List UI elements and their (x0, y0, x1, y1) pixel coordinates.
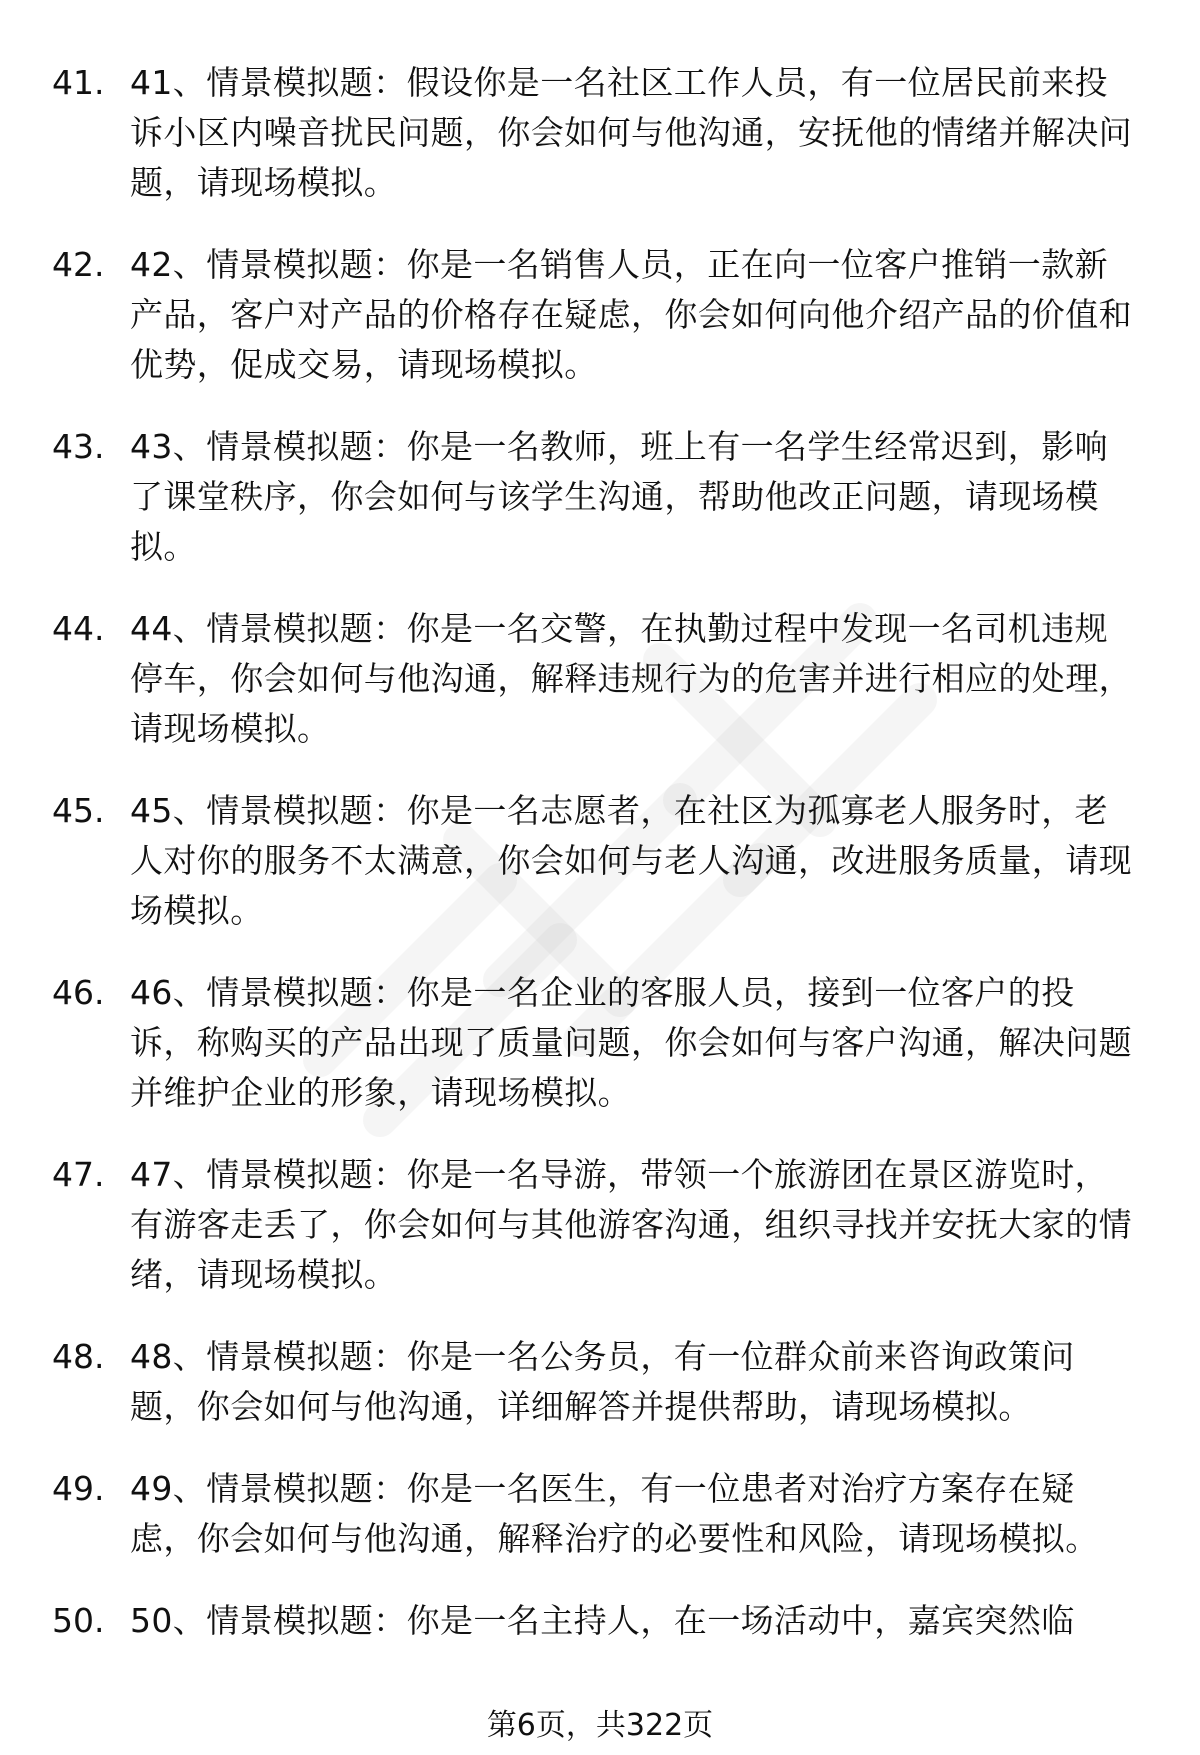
question-number: 43. (52, 427, 105, 466)
question-text: 48、情景模拟题：你是一名公务员，有一位群众前来咨询政策问题，你会如何与他沟通，详细解答并提供帮助，请现场模拟。 (130, 1337, 1075, 1426)
question-number: 44. (52, 609, 105, 648)
list-item (0, 968, 1200, 1118)
question-text: 43、情景模拟题：你是一名教师，班上有一名学生经常迟到，影响了课堂秩序，你会如何与该学生沟通，帮助他改正问题，请现场模拟。 (130, 427, 1108, 566)
question-number: 48. (52, 1337, 105, 1376)
list-item (0, 422, 1200, 572)
question-number: 49. (52, 1469, 105, 1508)
list-item (0, 58, 1200, 208)
page-footer: 第6页，共322页 (486, 1708, 714, 1743)
question-number: 41. (52, 63, 105, 102)
question-number: 42. (52, 245, 105, 284)
list-item (0, 1596, 1200, 1646)
question-number: 45. (52, 791, 105, 830)
question-text: 47、情景模拟题：你是一名导游，带领一个旅游团在景区游览时，有游客走丢了，你会如何与其他游客沟通，组织寻找并安抚大家的情绪，请现场模拟。 (130, 1155, 1132, 1294)
question-text: 42、情景模拟题：你是一名销售人员，正在向一位客户推销一款新产品，客户对产品的价格存在疑虑，你会如何向他介绍产品的价值和优势，促成交易，请现场模拟。 (130, 245, 1132, 384)
question-text: 45、情景模拟题：你是一名志愿者，在社区为孤寡老人服务时，老人对你的服务不太满意，你会如何与老人沟通，改进服务质量，请现场模拟。 (130, 791, 1132, 930)
list-item (0, 1464, 1200, 1564)
question-number: 50. (52, 1601, 105, 1640)
list-item (0, 1150, 1200, 1300)
list-item (0, 786, 1200, 936)
question-text: 49、情景模拟题：你是一名医生，有一位患者对治疗方案存在疑虑，你会如何与他沟通，解释治疗的必要性和风险，请现场模拟。 (130, 1469, 1099, 1558)
question-list (0, 58, 1200, 1678)
question-text: 46、情景模拟题：你是一名企业的客服人员，接到一位客户的投诉，称购买的产品出现了质量问题，你会如何与客户沟通，解决问题并维护企业的形象，请现场模拟。 (130, 973, 1132, 1112)
question-number: 46. (52, 973, 105, 1012)
question-text: 41、情景模拟题：假设你是一名社区工作人员，有一位居民前来投诉小区内噪音扰民问题，你会如何与他沟通，安抚他的情绪并解决问题，请现场模拟。 (130, 63, 1132, 202)
question-number: 47. (52, 1155, 105, 1194)
list-item (0, 240, 1200, 390)
question-text: 50、情景模拟题：你是一名主持人，在一场活动中，嘉宾突然临 (130, 1601, 1075, 1640)
list-item (0, 604, 1200, 754)
question-text: 44、情景模拟题：你是一名交警，在执勤过程中发现一名司机违规停车，你会如何与他沟通，解释违规行为的危害并进行相应的处理，请现场模拟。 (130, 609, 1132, 748)
list-item (0, 1332, 1200, 1432)
